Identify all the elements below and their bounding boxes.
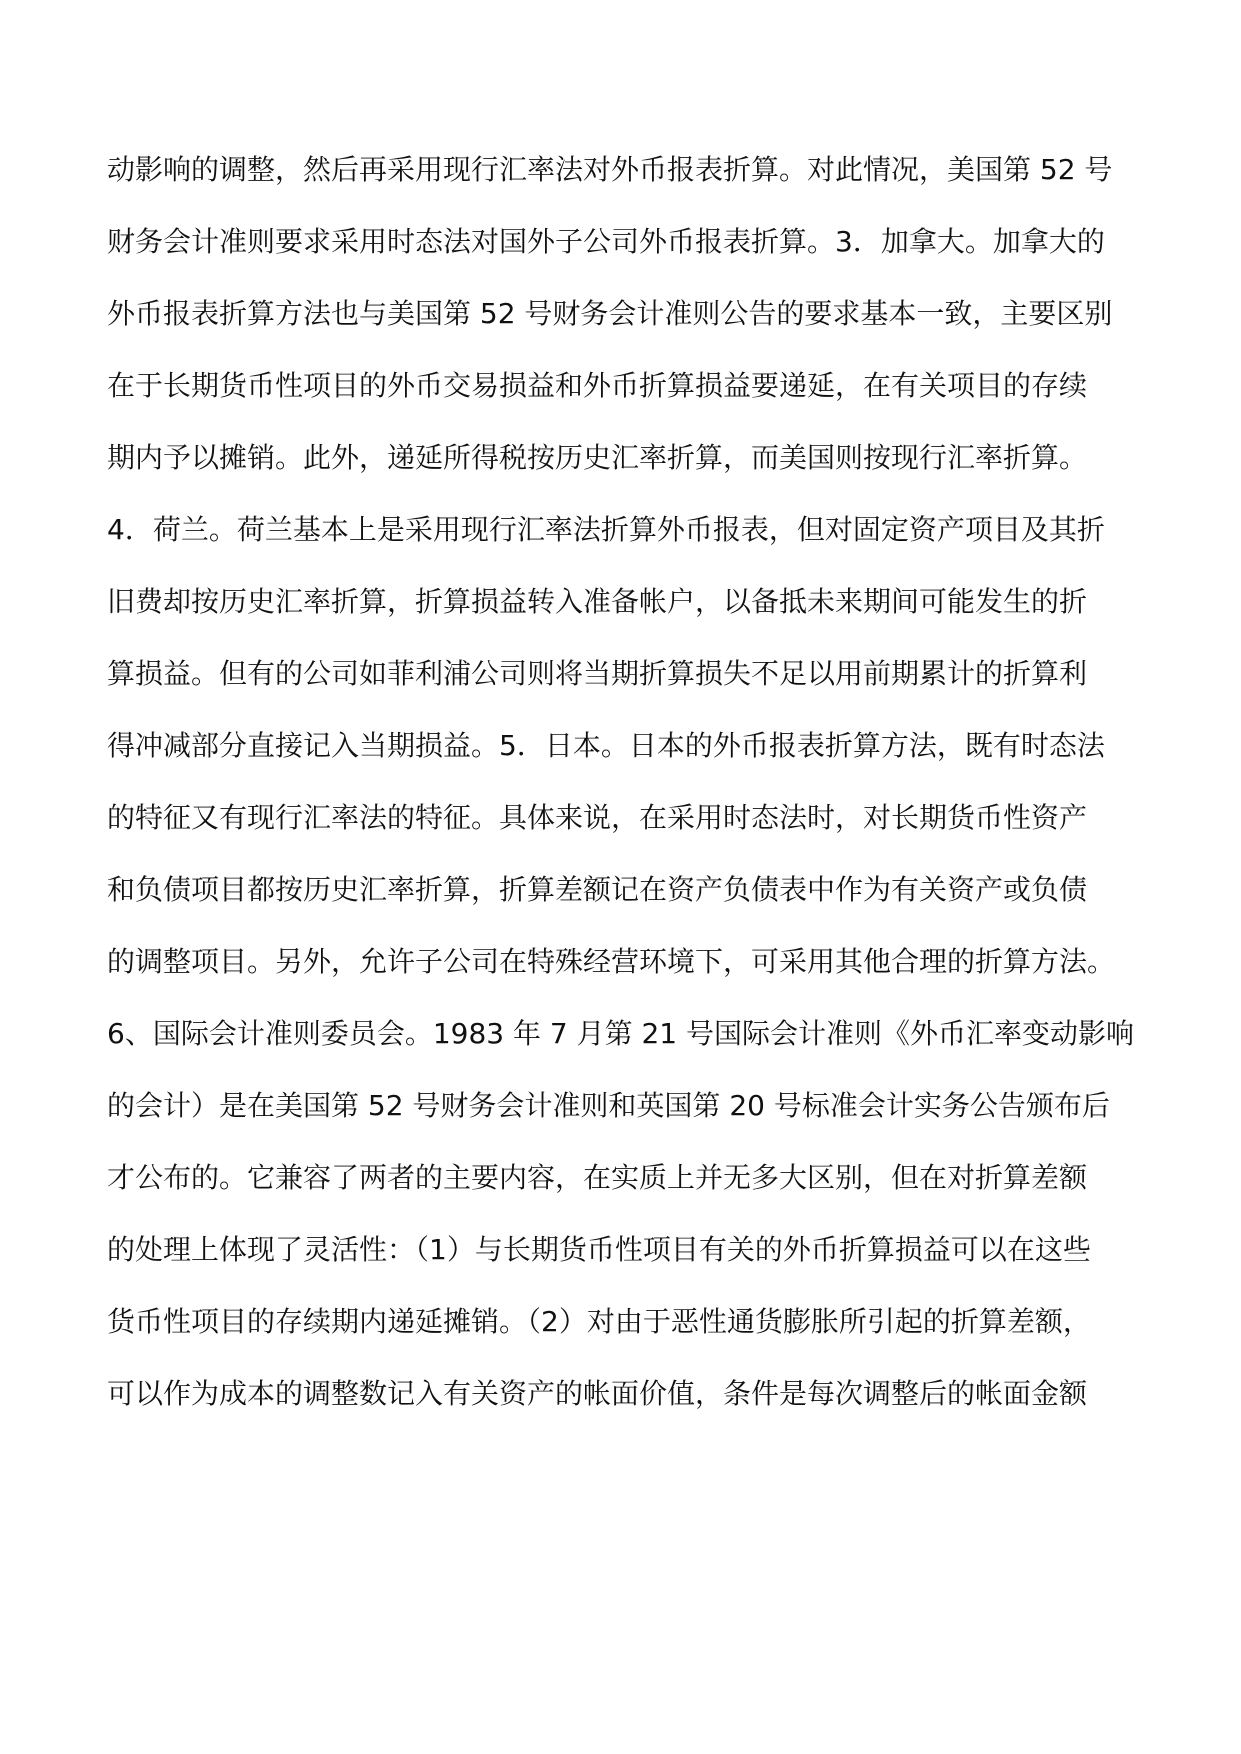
- text-line: 的特征又有现行汇率法的特征。具体来说，在采用时态法时，对长期货币性资产: [107, 801, 1088, 834]
- text-line: 动影响的调整，然后再采用现行汇率法对外币报表折算。对此情况，美国第 52 号: [107, 153, 1113, 186]
- text-line: 旧费却按历史汇率折算，折算损益转入准备帐户，以备抵未来期间可能发生的折: [107, 585, 1088, 618]
- text-line: 外币报表折算方法也与美国第 52 号财务会计准则公告的要求基本一致，主要区别: [107, 297, 1113, 330]
- text-line: 算损益。但有的公司如菲利浦公司则将当期折算损失不足以用前期累计的折算利: [107, 657, 1088, 690]
- text-line: 4．荷兰。荷兰基本上是采用现行汇率法折算外币报表，但对固定资产项目及其折: [107, 513, 1105, 546]
- text-line: 才公布的。它兼容了两者的主要内容，在实质上并无多大区别，但在对折算差额: [107, 1161, 1088, 1194]
- text-line: 期内予以摊销。此外，递延所得税按历史汇率折算，而美国则按现行汇率折算。: [107, 441, 1088, 474]
- text-line: 可以作为成本的调整数记入有关资产的帐面价值，条件是每次调整后的帐面金额: [107, 1377, 1088, 1410]
- text-line: 的调整项目。另外，允许子公司在特殊经营环境下，可采用其他合理的折算方法。: [107, 945, 1116, 978]
- text-line: 货币性项目的存续期内递延摊销。（2）对由于恶性通货膨胀所引起的折算差额，: [107, 1305, 1091, 1338]
- text-line: 6、国际会计准则委员会。1983 年 7 月第 21 号国际会计准则《外币汇率变动影响: [107, 1017, 1135, 1050]
- text-line: 的处理上体现了灵活性：（1）与长期货币性项目有关的外币折算损益可以在这些: [107, 1233, 1091, 1266]
- text-line: 的会计）是在美国第 52 号财务会计准则和英国第 20 号标准会计实务公告颁布后: [107, 1089, 1110, 1122]
- text-line: 得冲减部分直接记入当期损益。5．日本。日本的外币报表折算方法，既有时态法: [107, 729, 1105, 762]
- text-line: 财务会计准则要求采用时态法对国外子公司外币报表折算。3．加拿大。加拿大的: [107, 225, 1105, 258]
- text-line: 在于长期货币性项目的外币交易损益和外币折算损益要递延，在有关项目的存续: [107, 369, 1088, 402]
- text-line: 和负债项目都按历史汇率折算，折算差额记在资产负债表中作为有关资产或负债: [107, 873, 1088, 906]
